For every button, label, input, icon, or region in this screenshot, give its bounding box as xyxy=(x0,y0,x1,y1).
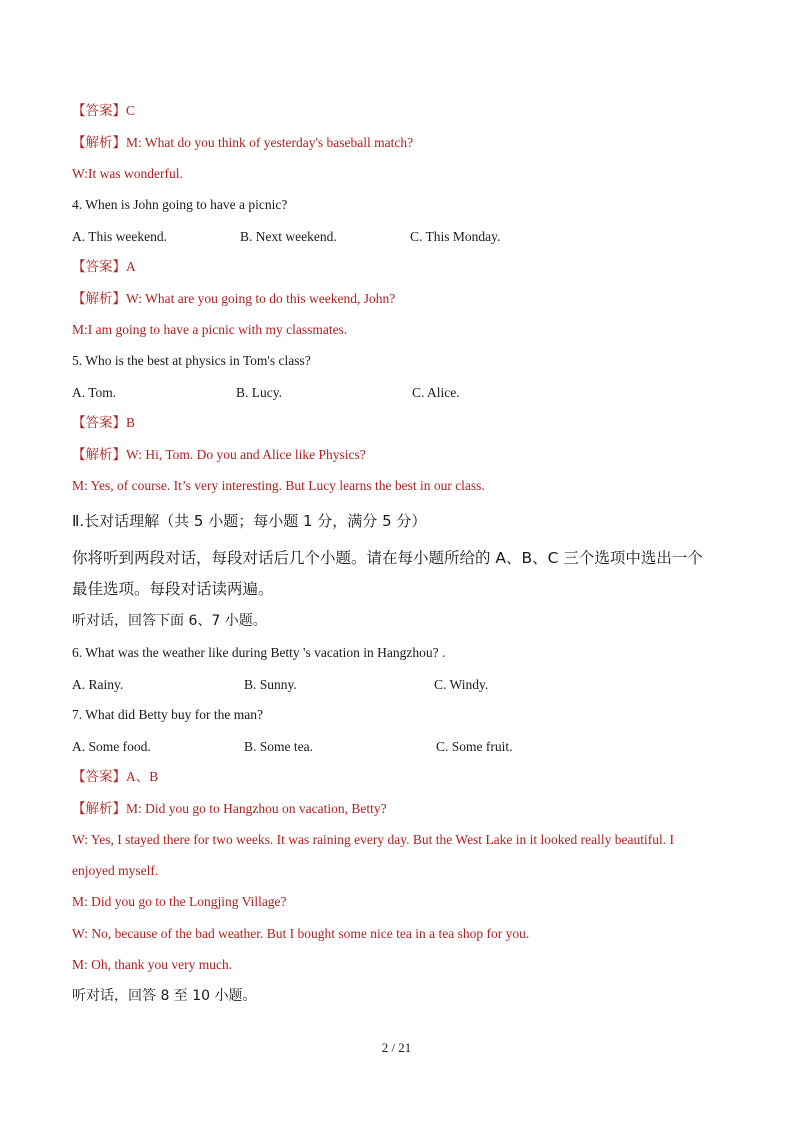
section-instruction: 最佳选项。每段对话读两遍。 xyxy=(72,580,274,598)
q4-option-c: C. This Monday. xyxy=(410,229,501,244)
answer-label: 【答案】 xyxy=(72,259,126,274)
analysis-text: W: What are you going to do this weekend, John? xyxy=(126,291,396,306)
question-5: 5. Who is the best at physics in Tom's class? xyxy=(72,353,311,368)
analysis-label: 【解析】 xyxy=(72,801,126,816)
dialogue-prompt: 听对话，回答下面 6、7 小题。 xyxy=(72,613,267,629)
analysis-label: 【解析】 xyxy=(72,291,126,306)
answer-value: A xyxy=(126,259,136,274)
analysis-text: enjoyed myself. xyxy=(72,863,159,878)
analysis-line xyxy=(72,800,387,818)
analysis-text: M: Oh, thank you very much. xyxy=(72,957,233,972)
answer-value: A、B xyxy=(126,769,159,784)
answer-line xyxy=(72,258,136,276)
answer-value: C xyxy=(126,103,136,118)
answer-value: B xyxy=(126,415,136,430)
analysis-text: M: Yes, of course. It’s very interesting. But Lucy learns the best in our class. xyxy=(72,478,485,493)
analysis-label: 【解析】 xyxy=(72,447,126,462)
analysis-text: W: Yes, I stayed there for two weeks. It was raining every day. But the West Lake in it looked really beautiful. I xyxy=(72,832,674,847)
analysis-text: W: No, because of the bad weather. But I bought some nice tea in a tea shop for you. xyxy=(72,926,530,941)
answer-label: 【答案】 xyxy=(72,769,126,784)
answer-label: 【答案】 xyxy=(72,415,126,430)
analysis-text: M:I am going to have a picnic with my classmates. xyxy=(72,322,348,337)
question-4: 4. When is John going to have a picnic? xyxy=(72,197,288,212)
answer-line xyxy=(72,414,135,432)
analysis-line xyxy=(72,134,413,152)
q6-option-a: A. Rainy. xyxy=(72,677,124,692)
analysis-line xyxy=(72,290,395,308)
analysis-text: W: Hi, Tom. Do you and Alice like Physics? xyxy=(126,447,366,462)
answer-label: 【答案】 xyxy=(72,103,126,118)
analysis-text: M: Did you go to Hangzhou on vacation, Betty? xyxy=(126,801,387,816)
q5-option-b: B. Lucy. xyxy=(236,385,282,400)
q6-option-b: B. Sunny. xyxy=(244,677,297,692)
section-heading: Ⅱ.长对话理解（共 5 小题；每小题 1 分，满分 5 分） xyxy=(72,512,427,530)
q7-option-b: B. Some tea. xyxy=(244,739,313,754)
dialogue-prompt: 听对话，回答 8 至 10 小题。 xyxy=(72,988,257,1004)
q4-option-b: B. Next weekend. xyxy=(240,229,337,244)
analysis-label: 【解析】 xyxy=(72,135,126,150)
q6-option-c: C. Windy. xyxy=(434,677,489,692)
analysis-line xyxy=(72,446,366,464)
q7-option-c: C. Some fruit. xyxy=(436,739,513,754)
question-6: 6. What was the weather like during Betty 's vacation in Hangzhou? . xyxy=(72,645,446,660)
question-7: 7. What did Betty buy for the man? xyxy=(72,707,263,722)
q4-option-a: A. This weekend. xyxy=(72,229,167,244)
answer-line xyxy=(72,768,158,786)
page-number: 2 / 21 xyxy=(381,1040,412,1055)
analysis-text: M: Did you go to the Longjing Village? xyxy=(72,894,287,909)
section-instruction: 你将听到两段对话，每段对话后几个小题。请在每小题所给的 A、B、C 三个选项中选出一个 xyxy=(72,549,703,567)
q5-option-a: A. Tom. xyxy=(72,385,117,400)
analysis-text: W:It was wonderful. xyxy=(72,166,183,181)
answer-line xyxy=(72,102,135,120)
q5-option-c: C. Alice. xyxy=(412,385,460,400)
analysis-text: M: What do you think of yesterday's baseball match? xyxy=(126,135,414,150)
q7-option-a: A. Some food. xyxy=(72,739,151,754)
